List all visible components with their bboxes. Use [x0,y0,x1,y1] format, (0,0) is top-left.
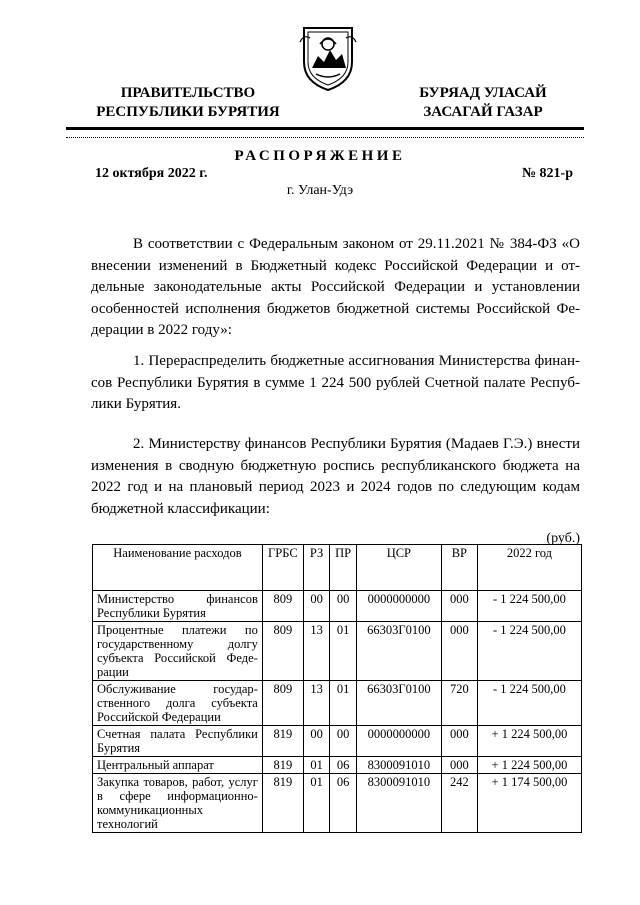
cell-grbs: 819 [262,774,303,833]
cell-vr: 000 [441,591,477,622]
cell-grbs: 819 [262,757,303,774]
right-org-line2: ЗАСАГАЙ ГАЗАР [423,104,543,120]
left-org-title [78,84,298,122]
left-org-line2: РЕСПУБЛИКИ БУРЯТИЯ [96,104,280,120]
cell-rz: 00 [303,726,330,757]
cell-name: Обслуживание государственного долга субъекта Российской Федерации [93,681,263,726]
cell-rz: 13 [303,622,330,681]
cell-pr: 01 [330,622,357,681]
header-pr: ПР [330,545,357,591]
header-csr: ЦСР [356,545,441,591]
cell-pr: 00 [330,591,357,622]
table-unit-label: (руб.) [546,531,580,546]
cell-csr: 66303Г0100 [356,622,441,681]
header-rz: РЗ [303,545,330,591]
item-2-paragraph: 2. Министерству финансов Республики Бурятия (Мадаев Г.Э.) внести изменения в сводную бюджетную роспись республиканского бюджета на 2022 год и на плановый период 2023 и 2024 годов по следующим кодам бюджетной классификации: [91,436,580,517]
cell-name: Центральный аппарат [93,757,263,774]
table-row [93,591,582,622]
cell-vr: 000 [441,757,477,774]
right-org-line1: БУРЯАД УЛАСАЙ [419,85,547,101]
cell-csr: 8300091010 [356,774,441,833]
cell-csr: 66303Г0100 [356,681,441,726]
budget-table [92,544,582,833]
cell-name: Министерство финансов Республики Бурятия [93,591,263,622]
table-row [93,757,582,774]
header-dotted-rule [66,137,584,138]
cell-name: Счетная палата Республики Бурятия [93,726,263,757]
preamble-paragraph: В соответствии с Федеральным законом от 29.11.2021 № 384-ФЗ «О внесении изменений в Бюджетный кодекс Российской Федерации и отдельные законодательные акты Российской Федерации и установлении особенностей исполнения бюджетов бюджетной системы Российской Федерации в 2022 году»: [91,236,580,338]
cell-amount: + 1 224 500,00 [477,726,581,757]
cell-rz: 13 [303,681,330,726]
header-thick-rule [66,127,584,130]
header-grbs: ГРБС [262,545,303,591]
cell-name: Процентные платежи по государственному долгу субъекта Российской Федерации [93,622,263,681]
cell-vr: 720 [441,681,477,726]
header-name: Наименование расходов [93,545,263,591]
cell-pr: 06 [330,757,357,774]
cell-amount: - 1 224 500,00 [477,622,581,681]
cell-rz: 01 [303,757,330,774]
cell-csr: 0000000000 [356,726,441,757]
document-type-title: РАСПОРЯЖЕНИЕ [234,148,406,164]
left-org-line1: ПРАВИТЕЛЬСТВО [120,85,256,101]
table-header-row [93,545,582,591]
cell-pr: 01 [330,681,357,726]
header-vr: ВР [441,545,477,591]
table-row [93,681,582,726]
cell-vr: 242 [441,774,477,833]
cell-grbs: 809 [262,681,303,726]
cell-amount: + 1 224 500,00 [477,757,581,774]
cell-pr: 00 [330,726,357,757]
document-date: 12 октября 2022 г. [95,166,208,181]
cell-csr: 8300091010 [356,757,441,774]
coat-of-arms-emblem-icon [298,22,358,94]
right-org-title [388,84,578,122]
table-row [93,726,582,757]
cell-amount: + 1 174 500,00 [477,774,581,833]
cell-grbs: 819 [262,726,303,757]
header-year: 2022 год [477,545,581,591]
item-1-paragraph: 1. Перераспределить бюджетные ассигнования Министерства финансов Республики Бурятия в сумме 1 224 500 рублей Счетной палате Республики Бурятия. [91,353,580,412]
cell-vr: 000 [441,622,477,681]
table-row [93,774,582,833]
document-number: № 821-р [521,166,573,181]
cell-grbs: 809 [262,591,303,622]
cell-rz: 00 [303,591,330,622]
cell-pr: 06 [330,774,357,833]
cell-vr: 000 [441,726,477,757]
cell-name: Закупка товаров, работ, услуг в сфере информационно-коммуникационных технологий [93,774,263,833]
cell-amount: - 1 224 500,00 [477,591,581,622]
cell-rz: 01 [303,774,330,833]
document-city: г. Улан-Удэ [286,183,354,198]
table-row [93,622,582,681]
cell-csr: 0000000000 [356,591,441,622]
cell-grbs: 809 [262,622,303,681]
cell-amount: - 1 224 500,00 [477,681,581,726]
